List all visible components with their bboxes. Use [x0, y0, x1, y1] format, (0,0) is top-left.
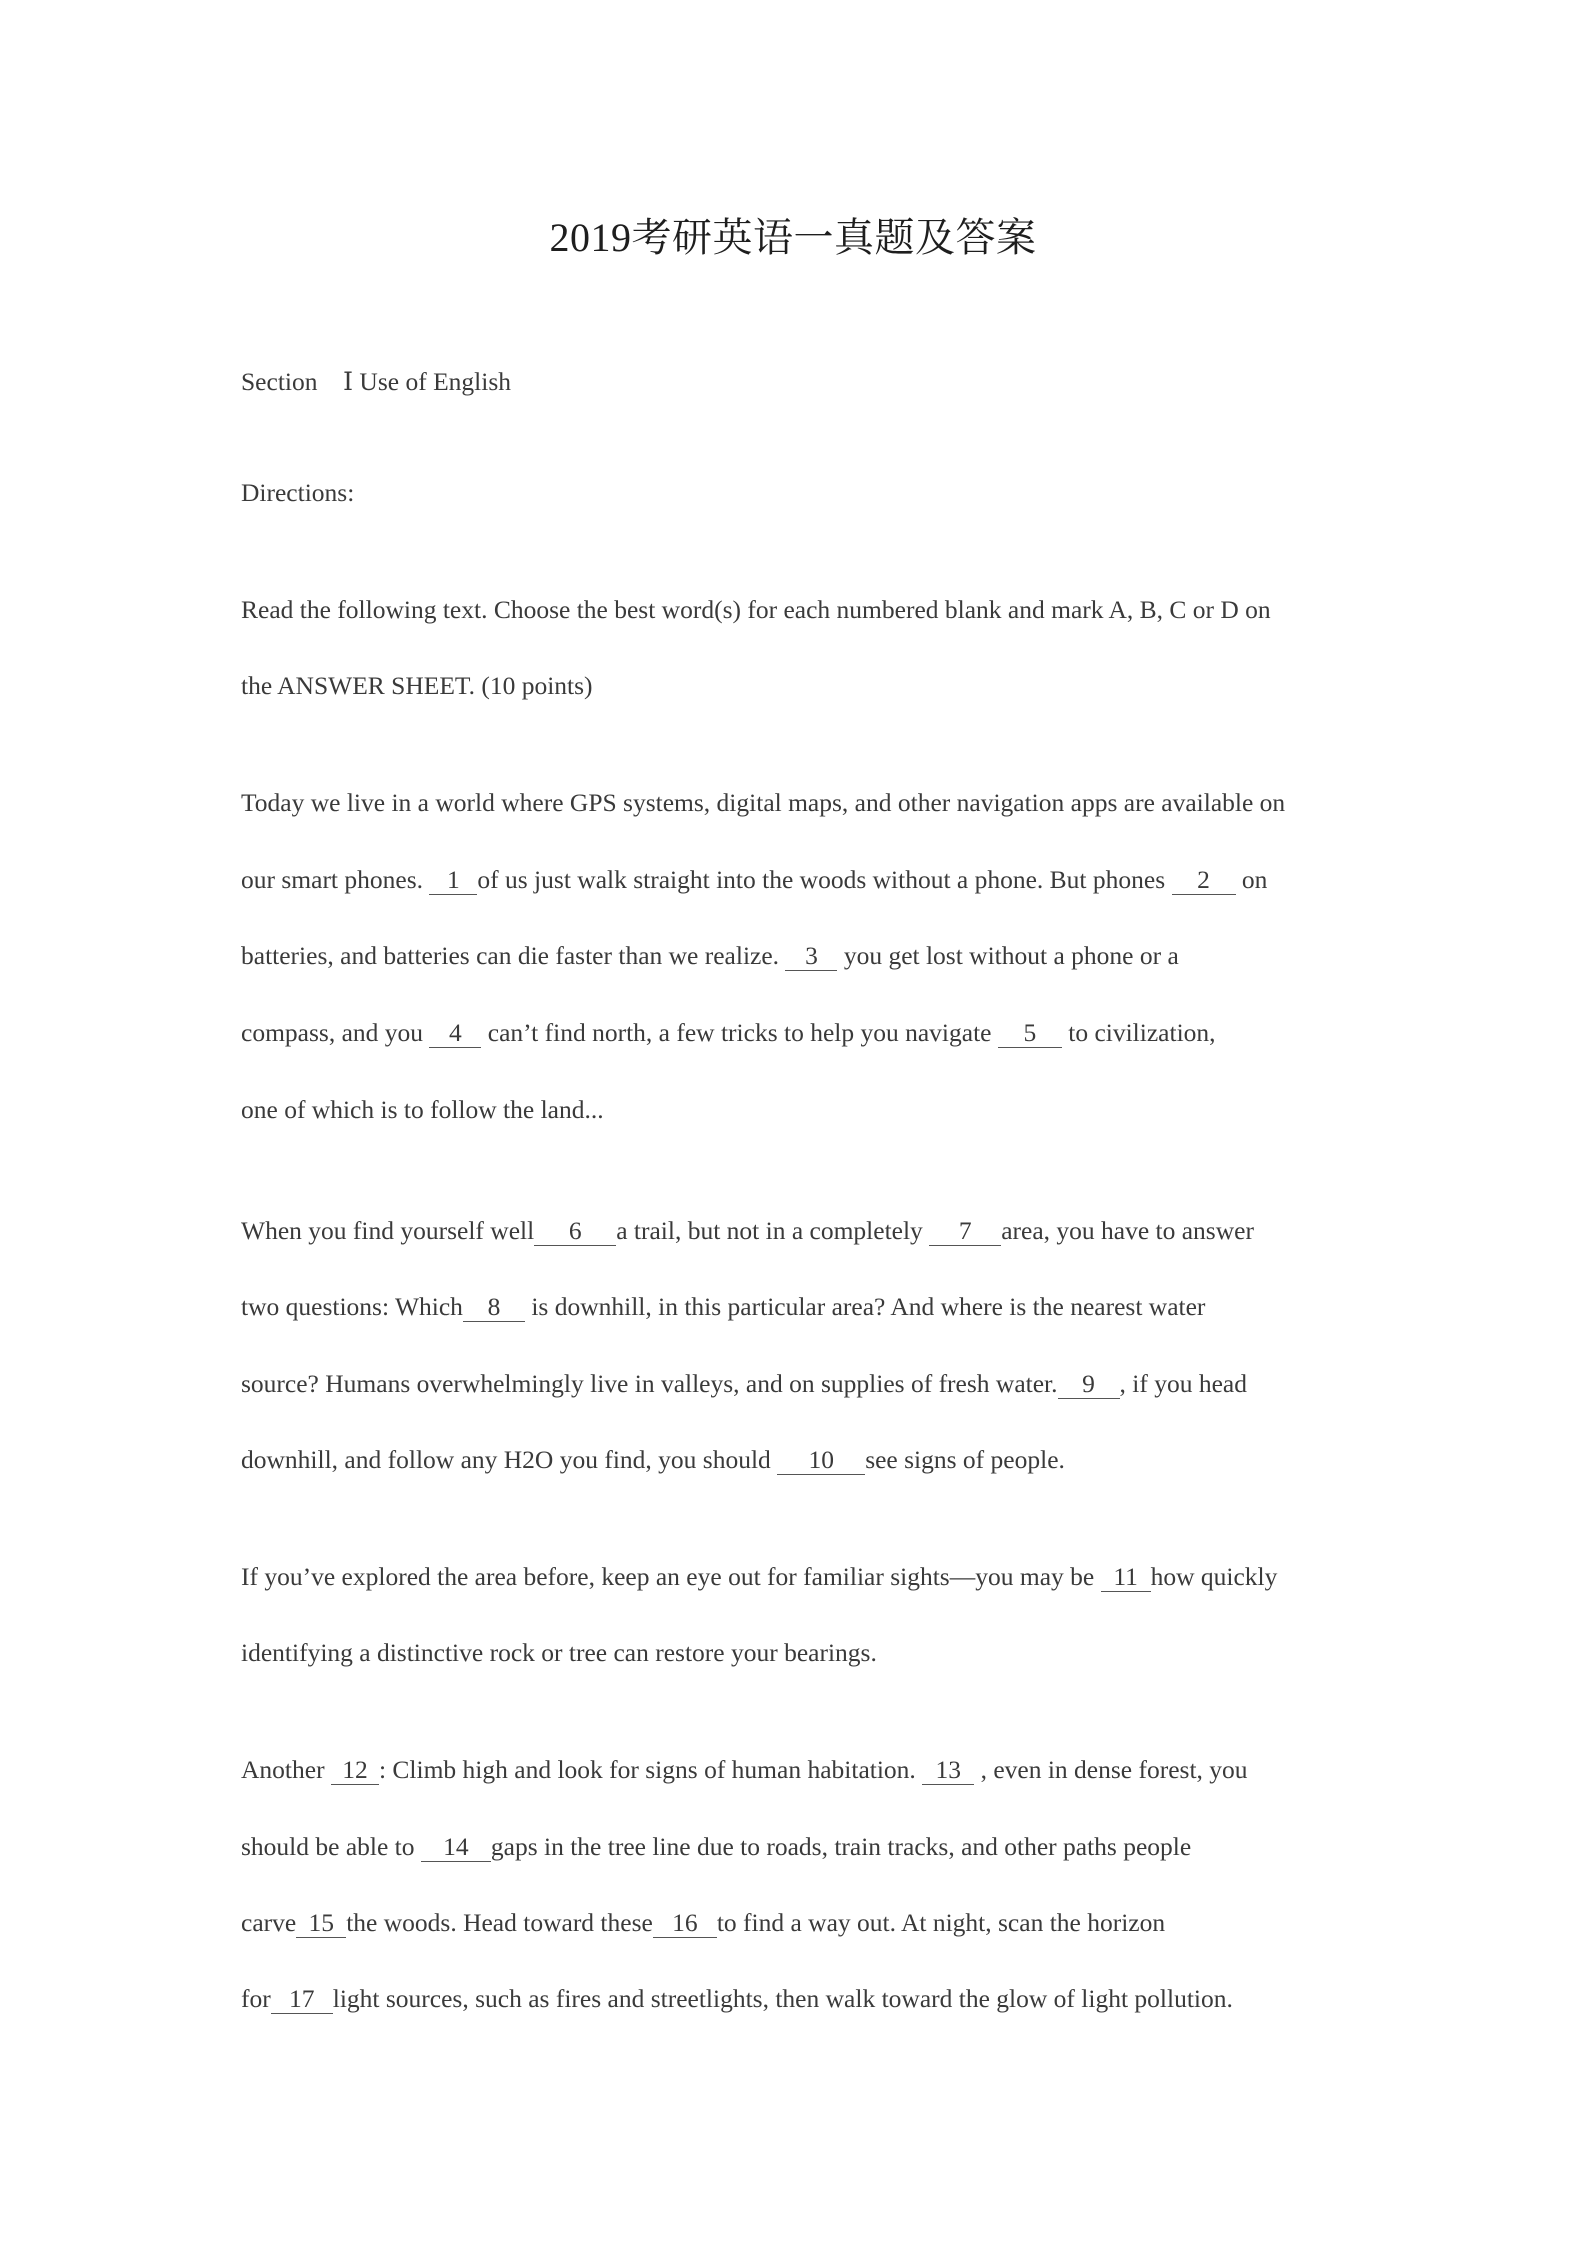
page-title: 2019考研英语一真题及答案: [549, 215, 1037, 260]
passage-text: the woods. Head toward these: [346, 1908, 653, 1937]
passage-text: to find a way out. At night, scan the horizon: [716, 1908, 1166, 1937]
passage-line: [241, 1755, 1248, 1785]
passage-line: [241, 1638, 877, 1668]
blank-12: 12: [331, 1757, 379, 1785]
blank-2: 2: [1172, 867, 1236, 895]
passage-text: of us just walk straight into the woods without a phone. But phones: [477, 865, 1172, 894]
passage-text: area, you have to answer: [1001, 1216, 1254, 1245]
passage-text: When you find yourself well: [241, 1216, 535, 1245]
blank-15: 15: [296, 1910, 346, 1938]
passage-text: can’t find north, a few tricks to help you navigate: [481, 1018, 998, 1047]
directions-label: Directions:: [241, 478, 355, 507]
blank-6: 6: [534, 1218, 616, 1246]
passage-text: two questions: Which: [241, 1292, 463, 1321]
passage-text: , even in dense forest, you: [974, 1755, 1248, 1784]
blank-1: 1: [429, 867, 477, 895]
passage-line: [241, 1984, 1233, 2014]
passage-text: light sources, such as fires and streetlights, then walk toward the glow of light pollution.: [332, 1984, 1233, 2013]
section-heading: Section Ⅰ Use of English: [241, 367, 512, 396]
passage-text: gaps in the tree line due to roads, train tracks, and other paths people: [490, 1832, 1192, 1861]
passage-line: [241, 1018, 1216, 1048]
passage-line: [241, 865, 1267, 895]
passage-text: source? Humans overwhelmingly live in valleys, and on supplies of fresh water.: [241, 1369, 1058, 1398]
instruction-line: Read the following text. Choose the best word(s) for each numbered blank and mark A, B, C or D on: [241, 595, 1271, 624]
passage-text: identifying a distinctive rock or tree can restore your bearings.: [241, 1638, 877, 1667]
blank-11: 11: [1101, 1564, 1151, 1592]
blank-16: 16: [653, 1910, 717, 1938]
passage-text: one of which is to follow the land...: [241, 1095, 604, 1124]
passage-text: should be able to: [241, 1832, 421, 1861]
passage-text: carve: [241, 1908, 297, 1937]
blank-9: 9: [1058, 1371, 1120, 1399]
passage-text: our smart phones.: [241, 865, 430, 894]
passage-text: , if you head: [1119, 1369, 1247, 1398]
blank-8: 8: [463, 1294, 525, 1322]
blank-4: 4: [429, 1020, 481, 1048]
passage-line: [241, 1216, 1254, 1246]
passage-text: is downhill, in this particular area? And where is the nearest water: [524, 1292, 1206, 1321]
passage-text: to civilization,: [1061, 1018, 1216, 1047]
passage-text: If you’ve explored the area before, keep an eye out for familiar sights—you may be: [241, 1562, 1101, 1591]
passage-text: compass, and you: [241, 1018, 430, 1047]
passage-line: [241, 1369, 1247, 1399]
passage-line: [241, 1832, 1191, 1862]
blank-7: 7: [929, 1218, 1001, 1246]
passage-line: [241, 1562, 1277, 1592]
passage-text: how quickly: [1150, 1562, 1278, 1591]
passage-line: [241, 941, 1179, 971]
passage-text: on: [1235, 865, 1268, 894]
passage-text: : Climb high and look for signs of human habitation.: [378, 1755, 923, 1784]
instruction-line: the ANSWER SHEET. (10 points): [241, 671, 593, 700]
blank-5: 5: [998, 1020, 1062, 1048]
passage-line: [241, 788, 1285, 818]
passage-text: see signs of people.: [865, 1445, 1065, 1474]
blank-10: 10: [777, 1447, 865, 1475]
blank-3: 3: [785, 943, 837, 971]
passage-line: [241, 1908, 1165, 1938]
passage-line: [241, 1292, 1205, 1322]
passage-line: [241, 1095, 604, 1125]
passage-text: Today we live in a world where GPS systems, digital maps, and other navigation apps are available on: [241, 788, 1286, 817]
blank-14: 14: [421, 1834, 491, 1862]
blank-13: 13: [922, 1757, 974, 1785]
passage-text: batteries, and batteries can die faster than we realize.: [241, 941, 786, 970]
passage-text: for: [241, 1984, 271, 2013]
passage-text: downhill, and follow any H2O you find, you should: [241, 1445, 778, 1474]
passage-line: [241, 1445, 1065, 1475]
passage-text: a trail, but not in a completely: [616, 1216, 930, 1245]
passage-text: you get lost without a phone or a: [837, 941, 1179, 970]
passage-text: Another: [241, 1755, 331, 1784]
blank-17: 17: [271, 1986, 333, 2014]
